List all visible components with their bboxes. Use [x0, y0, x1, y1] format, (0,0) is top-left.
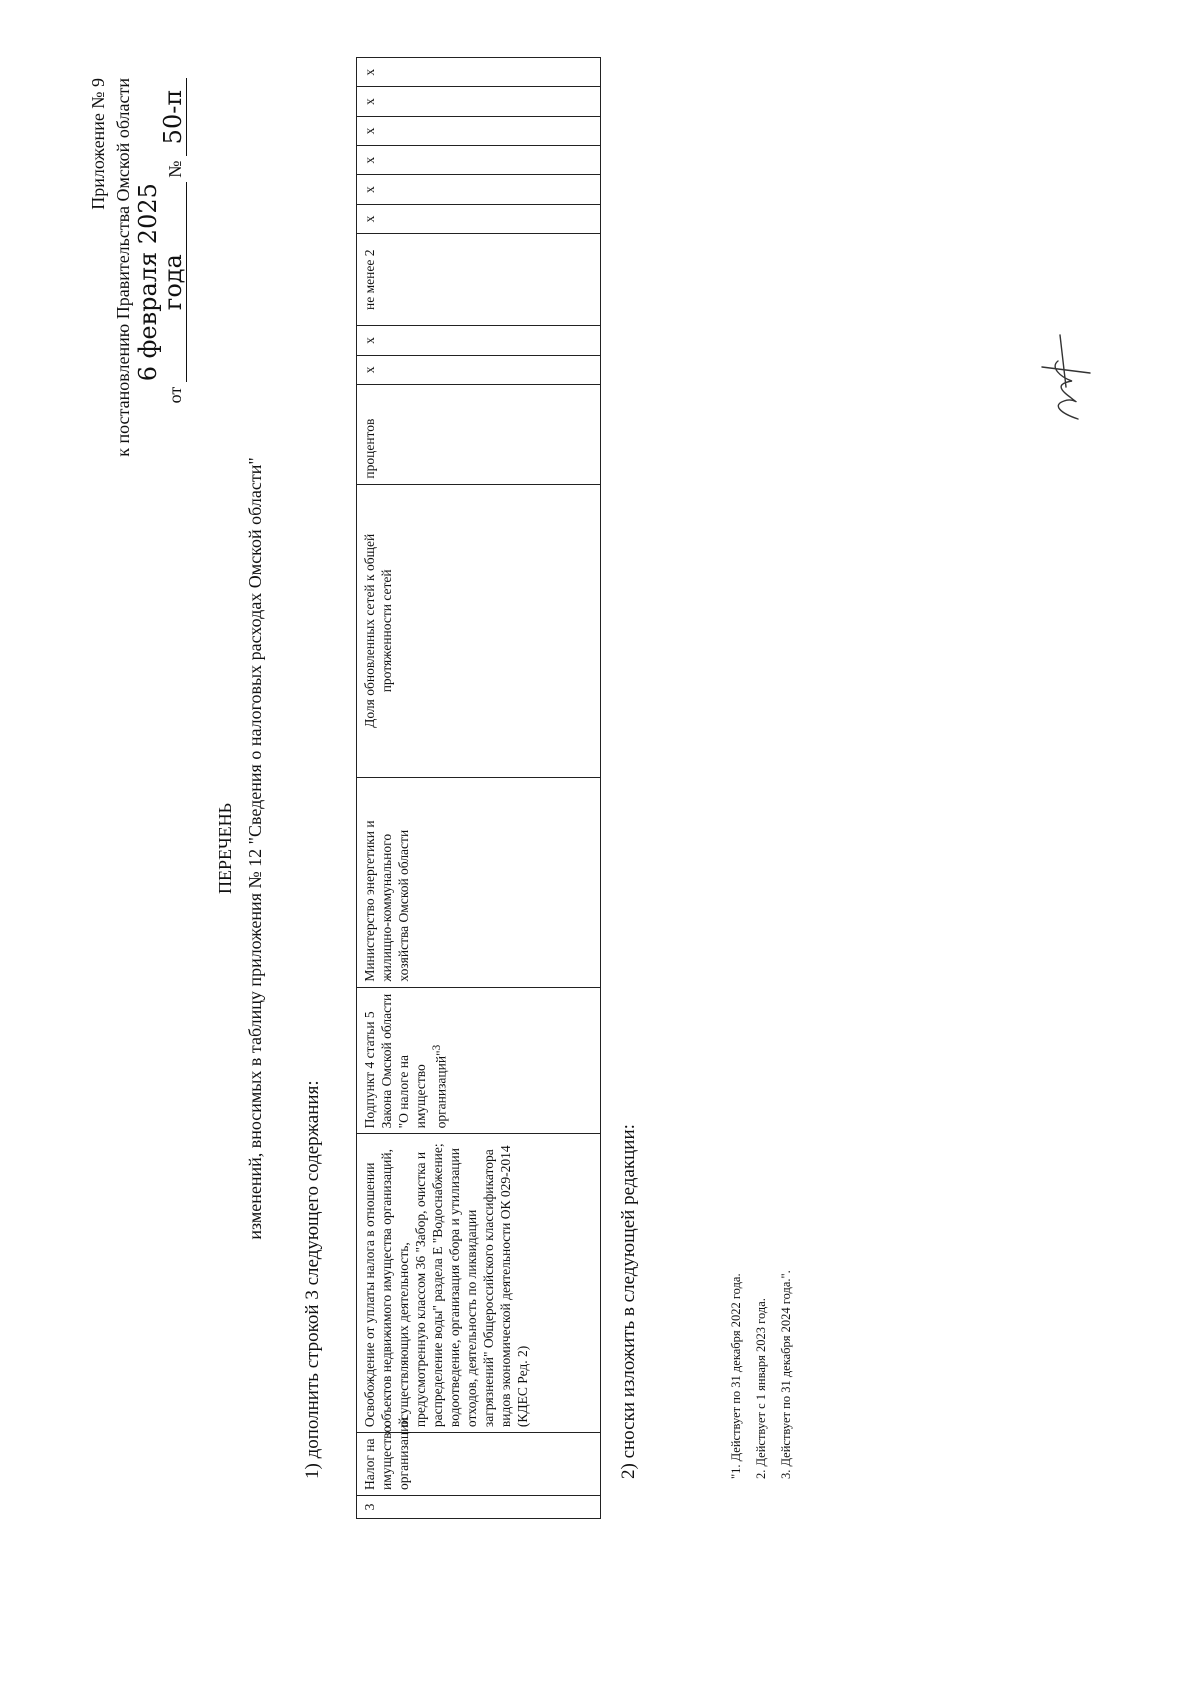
footnote-1: "1. Действует по 31 декабря 2022 года.	[729, 1273, 743, 1479]
page-title: ПЕРЕЧЕНЬ	[215, 802, 235, 895]
date-value: 6 февраля 2025 года	[134, 183, 187, 382]
tax-name: Налог на имущество организаций	[357, 1433, 601, 1496]
cell-target-value: не менее 2	[357, 234, 601, 326]
number-label: №	[165, 160, 185, 178]
footnotes	[724, 1270, 799, 1479]
cell-x-4: х	[357, 175, 601, 204]
number-value: 50-п	[161, 78, 187, 156]
section-1-text: 1) дополнить строкой 3 следующего содержания:	[302, 1080, 323, 1479]
title-block	[210, 0, 270, 1697]
benefit-description: Освобождение от уплаты налога в отношении объектов недвижимого имущества организаций, осуществляющих деятельность, предусмотренную классом 36 "Забор, очистка и распределение воды" раздела Е "Водоснабжение; водоотведение, организация сбора и утилизации отходов, деятельность по ликвидации загрязнений" Общероссийского классификатора видов экономической деятельности ОК 029-2014 (КДЕС Ред. 2)	[357, 1134, 601, 1433]
footnote-3: 3. Действует по 31 декабря 2024 года.".	[779, 1270, 793, 1479]
date-line	[136, 78, 188, 457]
cell-x-7: х	[357, 87, 601, 116]
cell-x-6: х	[357, 116, 601, 145]
appendix-label: Приложение № 9	[88, 78, 108, 210]
table-row	[357, 58, 601, 1519]
unit: процентов	[357, 385, 601, 485]
cell-x-1: х	[357, 355, 601, 384]
approval-block	[86, 78, 188, 457]
legal-basis	[357, 987, 601, 1134]
indicator: Доля обновленных сетей к общей протяженности сетей	[357, 484, 601, 777]
footnote-2: 2. Действует с 1 января 2023 года.	[754, 1298, 768, 1479]
section-2-text: 2) сноски изложить в следующей редакции:	[618, 1124, 639, 1479]
row-number: 3	[357, 1495, 601, 1518]
cell-x-8: х	[357, 58, 601, 87]
footnote-ref: 3	[431, 1044, 443, 1051]
decree-label: к постановлению Правительства Омской области	[113, 78, 133, 457]
legal-basis-text: Подпункт 4 статьи 5 Закона Омской области "О налоге на имущество организаций"	[362, 993, 449, 1129]
cell-x-5: х	[357, 146, 601, 175]
date-prefix: от	[165, 386, 185, 404]
cell-x-2: х	[357, 326, 601, 355]
page-subtitle: изменений, вносимых в таблицу приложения № 12 "Сведения о налоговых расходах Омской области"	[245, 457, 265, 1240]
cell-x-3: х	[357, 204, 601, 233]
curator: Министерство энергетики и жилищно-коммунального хозяйства Омской области	[357, 778, 601, 988]
tax-expenses-table	[356, 57, 601, 1519]
signature-mark	[1030, 327, 1100, 427]
